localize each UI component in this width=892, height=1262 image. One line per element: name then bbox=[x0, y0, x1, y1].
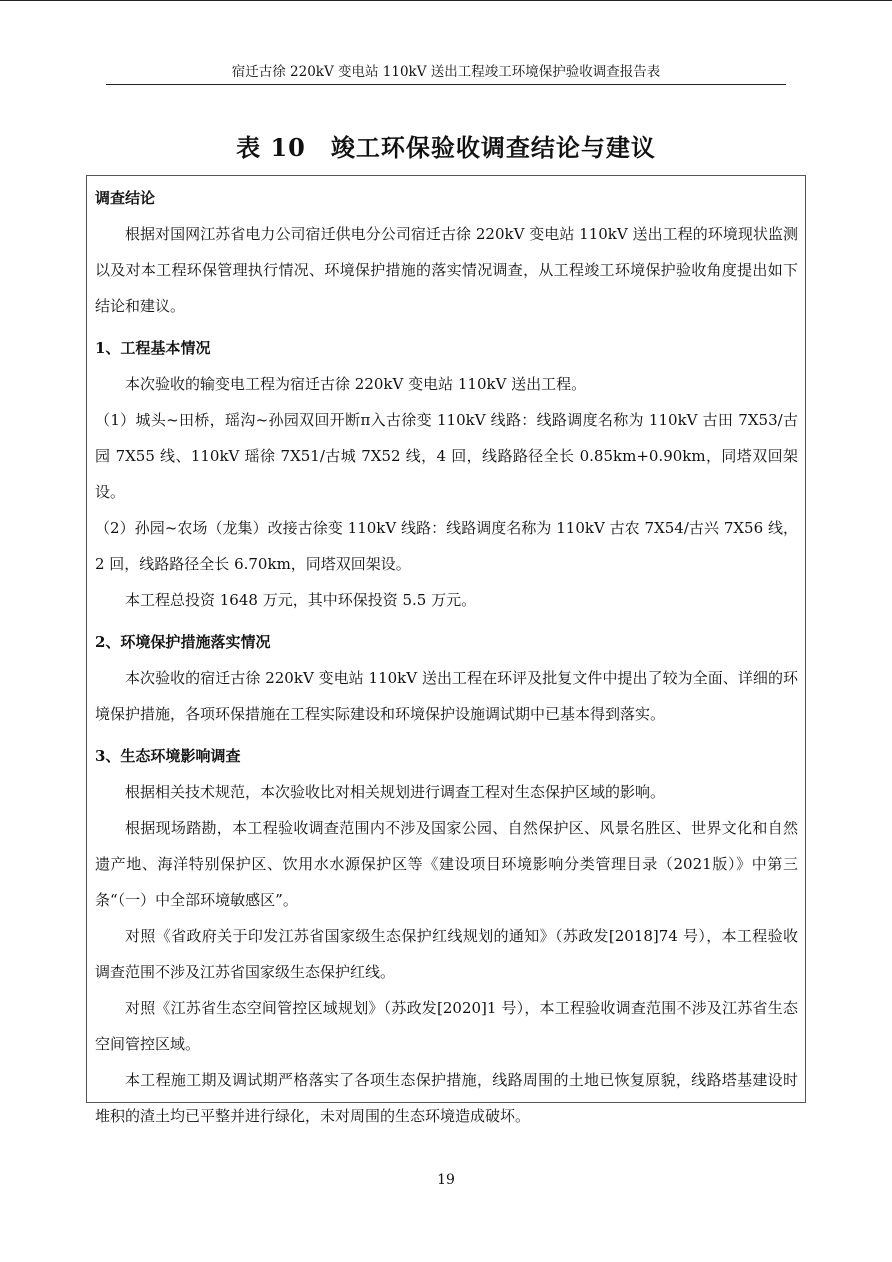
section-2-paragraph-1: 本次验收的宿迁古徐 220kV 变电站 110kV 送出工程在环评及批复文件中提出了较为全面、详细的环境保护措施，各项环保措施在工程实际建设和环境保护设施调试期中已基本得到落实。 bbox=[95, 669, 798, 723]
page-title: 表 10 竣工环保验收调查结论与建议 bbox=[236, 133, 656, 162]
section-1-paragraph-3: （2）孙园~农场（龙集）改接古徐变 110kV 线路：线路调度名称为 110kV 古农 7X54/古兴 7X56 线，2 回，线路路径全长 6.70km，同塔双回架设。 bbox=[95, 519, 798, 573]
conclusion-table-cell bbox=[86, 175, 806, 1125]
section-3-paragraph-2: 根据现场踏勘，本工程验收调查范围内不涉及国家公园、自然保护区、风景名胜区、世界文化和自然遗产地、海洋特别保护区、饮用水水源保护区等《建设项目环境影响分类管理目录（2021版）》中第三条“（一）中全部环境敏感区”。 bbox=[95, 819, 798, 909]
section-1-heading: 1、工程基本情况 bbox=[95, 339, 211, 357]
section-3-paragraph-3: 对照《省政府关于印发江苏省国家级生态保护红线规划的通知》（苏政发[2018]74 号），本工程验收调查范围不涉及江苏省国家级生态保护红线。 bbox=[95, 927, 798, 981]
running-header: 宿迁古徐 220kV 变电站 110kV 送出工程竣工环境保护验收调查报告表 bbox=[106, 62, 786, 85]
section-3-paragraph-1: 根据相关技术规范，本次验收比对相关规划进行调查工程对生态保护区域的影响。 bbox=[125, 783, 666, 801]
section-2-heading: 2、环境保护措施落实情况 bbox=[95, 633, 271, 651]
conclusion-heading: 调查结论 bbox=[95, 189, 156, 207]
page-number: 19 bbox=[437, 1172, 455, 1188]
top-border-line bbox=[0, 0, 892, 1]
section-1-paragraph-2: （1）城头~田桥，瑶沟~孙园双回开断π入古徐变 110kV 线路：线路调度名称为 110kV 古田 7X53/古园 7X55 线、110kV 瑶徐 7X51/古城 7X52 线，4 回，线路路径全长 0.85km+0.90km，同塔双回架设。 bbox=[95, 411, 798, 501]
section-3-paragraph-5: 本工程施工期及调试期严格落实了各项生态保护措施，线路周围的土地已恢复原貌，线路塔基建设时堆积的渣土均已平整并进行绿化，未对周围的生态环境造成破坏。 bbox=[95, 1071, 798, 1125]
section-3-heading: 3、生态环境影响调查 bbox=[95, 747, 241, 765]
section-1-paragraph-4: 本工程总投资 1648 万元，其中环保投资 5.5 万元。 bbox=[125, 591, 477, 609]
section-3-paragraph-4: 对照《江苏省生态空间管控区域规划》（苏政发[2020]1 号），本工程验收调查范围不涉及江苏省生态空间管控区域。 bbox=[95, 999, 798, 1053]
section-1-paragraph-1: 本次验收的输变电工程为宿迁古徐 220kV 变电站 110kV 送出工程。 bbox=[125, 375, 587, 393]
intro-paragraph: 根据对国网江苏省电力公司宿迁供电分公司宿迁古徐 220kV 变电站 110kV 送出工程的环境现状监测以及对本工程环保管理执行情况、环境保护措施的落实情况调查，从工程竣工环境保护验收角度提出如下结论和建议。 bbox=[95, 225, 798, 315]
